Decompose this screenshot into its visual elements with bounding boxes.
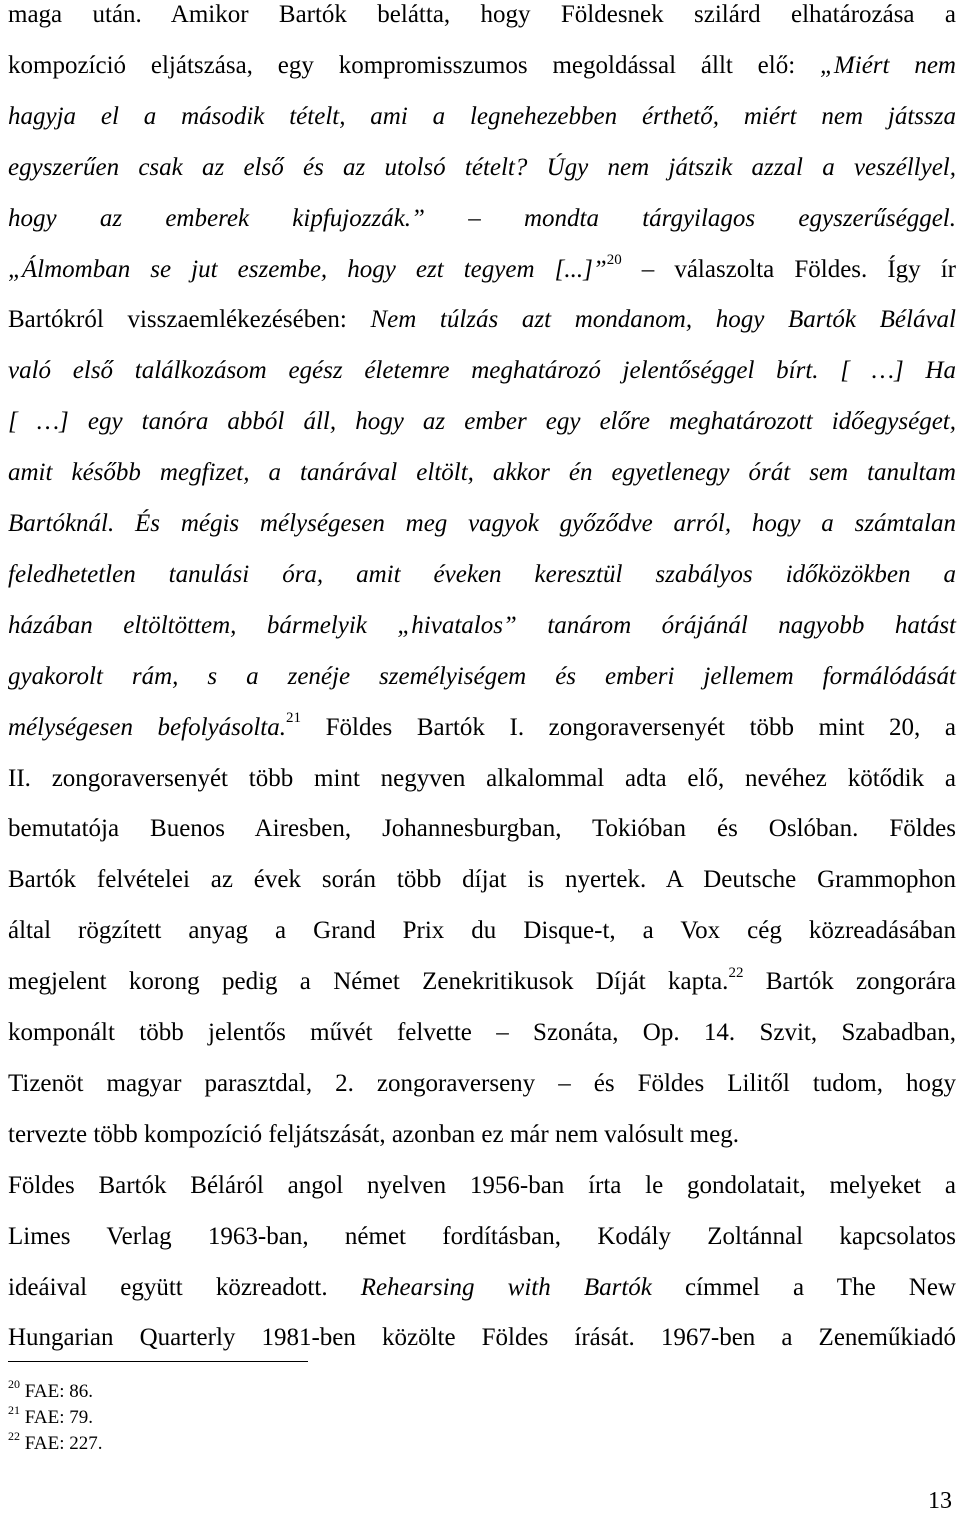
text-line xyxy=(8,1018,956,1048)
italic-text: Bartóknál. És mégis mélységesen meg vagyok győződve arról, hogy a számtalan xyxy=(8,510,956,537)
text-line xyxy=(8,611,956,641)
text-line xyxy=(8,814,956,844)
text-span: maga után. Amikor Bartók belátta, hogy Földesnek szilárd elhatározása a xyxy=(8,1,956,28)
text-span: komponált több jelentős művét felvette – Szonáta, Op. 14. Szvit, Szabadban, xyxy=(8,1019,956,1046)
text-line xyxy=(8,51,956,81)
text-line xyxy=(8,865,956,895)
text-span: Limes Verlag 1963-ban, német fordításban, Kodály Zoltánnal kapcsolatos xyxy=(8,1222,956,1250)
text-line xyxy=(8,1171,956,1201)
text-span: Bartók zongorára xyxy=(743,968,956,996)
text-span: bemutatója Buenos Airesben, Johannesburgban, Tokióban és Oslóban. Földes xyxy=(8,815,956,843)
italic-text: feledhetetlen tanulási óra, amit éveken keresztül szabályos időközökben a xyxy=(8,560,956,588)
text-span: Bartók felvételei az évek során több díjat is nyertek. A Deutsche Grammophon xyxy=(8,866,956,894)
italic-text: „Álmomban se jut eszembe, hogy ezt tegyem [...]” xyxy=(8,255,607,283)
text-span: kompozíció eljátszása, egy kompromisszumos megoldással állt elő: xyxy=(8,51,821,79)
text-line xyxy=(8,509,956,539)
text-line xyxy=(8,964,956,997)
text-line xyxy=(8,102,956,132)
text-line xyxy=(8,0,956,30)
italic-text: hogy az emberek kipfujozzák.” – mondta tárgyilagos egyszerűséggel. xyxy=(8,204,956,232)
page-number: 13 xyxy=(928,1488,952,1514)
italic-text: Nem túlzás azt mondanom, hogy Bartók Bélával xyxy=(370,306,956,334)
footnote-text: FAE: 79. xyxy=(20,1407,94,1428)
text-span: Földes Bartók I. zongoraversenyét több mint 20, a xyxy=(301,713,956,741)
text-line xyxy=(8,764,956,794)
footnote-text: FAE: 227. xyxy=(20,1433,103,1454)
text-span: – válaszolta Földes. Így ír xyxy=(621,255,956,283)
text-span: Bartókról visszaemlékezésében: xyxy=(8,306,371,334)
footnote-ref: 20 xyxy=(606,252,622,269)
text-line xyxy=(8,1069,956,1099)
footnote xyxy=(8,1376,94,1404)
footnote-text: FAE: 86. xyxy=(20,1381,94,1402)
italic-text: való első találkozásom egész életemre meghatározó jelentőséggel bírt. [ …] Ha xyxy=(8,357,956,385)
footnote-ref: 21 xyxy=(286,710,301,727)
footnote-number: 21 xyxy=(8,1402,20,1417)
italic-text: [ …] egy tanóra abból áll, hogy az ember egy előre meghatározott időegységet, xyxy=(8,408,956,436)
text-line xyxy=(8,356,956,386)
text-line xyxy=(8,1222,956,1252)
italic-text: mélységesen befolyásolta. xyxy=(8,713,286,741)
italic-text: házában eltöltöttem, bármelyik „hivatalos” tanárom órájánál nagyobb hatást xyxy=(8,611,956,639)
footnote-ref: 22 xyxy=(728,964,744,981)
text-span: megjelent korong pedig a Német Zenekritikusok Díját kapta. xyxy=(8,968,729,996)
text-span: címmel a The New xyxy=(651,1273,956,1301)
text-span: Földes Bartók Béláról angol nyelven 1956-ban írta le gondolatait, melyeket a xyxy=(8,1171,956,1199)
text-line xyxy=(8,916,956,946)
italic-text: „Miért nem xyxy=(820,51,956,79)
italic-text: hagyja el a második tételt, ami a legnehezebben érthető, miért nem játssza xyxy=(8,102,956,130)
text-line xyxy=(8,560,956,590)
text-line xyxy=(8,305,956,335)
footnote-separator xyxy=(8,1361,308,1362)
footnote xyxy=(8,1428,103,1456)
text-line xyxy=(8,458,956,488)
text-line xyxy=(8,153,956,183)
italic-text: egyszerűen csak az első és az utolsó tételt? Úgy nem játszik azzal a veszéllyel, xyxy=(8,153,956,181)
footnote-number: 22 xyxy=(8,1428,20,1443)
text-line xyxy=(8,407,956,437)
text-span: Hungarian Quarterly 1981-ben közölte Földes írását. 1967-ben a Zeneműkiadó xyxy=(8,1324,956,1352)
text-span: által rögzített anyag a Grand Prix du Disque-t, a Vox cég közreadásában xyxy=(8,917,956,945)
italic-text: amit később megfizet, a tanárával eltölt, akkor én egyetlenegy órát sem tanultam xyxy=(8,459,956,487)
footnote xyxy=(8,1402,94,1430)
text-line xyxy=(8,1323,956,1353)
text-span: tervezte több kompozíció feljátszását, azonban ez már nem valósult meg. xyxy=(8,1120,739,1148)
footnote-number: 20 xyxy=(8,1376,20,1391)
italic-text: gyakorolt rám, s a zenéje személyiségem és emberi jellemem formálódását xyxy=(8,662,956,690)
italic-text: Rehearsing with Bartók xyxy=(360,1273,652,1301)
text-line xyxy=(8,204,956,234)
text-span: ideáival együtt közreadott. xyxy=(8,1273,361,1301)
text-line xyxy=(8,1120,956,1150)
text-line xyxy=(8,1273,956,1303)
text-line xyxy=(8,710,956,743)
text-line xyxy=(8,252,956,285)
text-span: II. zongoraversenyét több mint negyven alkalommal adta elő, nevéhez kötődik a xyxy=(8,764,956,792)
text-line xyxy=(8,662,956,692)
text-span: Tizenöt magyar parasztdal, 2. zongoraverseny – és Földes Lilitől tudom, hogy xyxy=(8,1069,956,1097)
